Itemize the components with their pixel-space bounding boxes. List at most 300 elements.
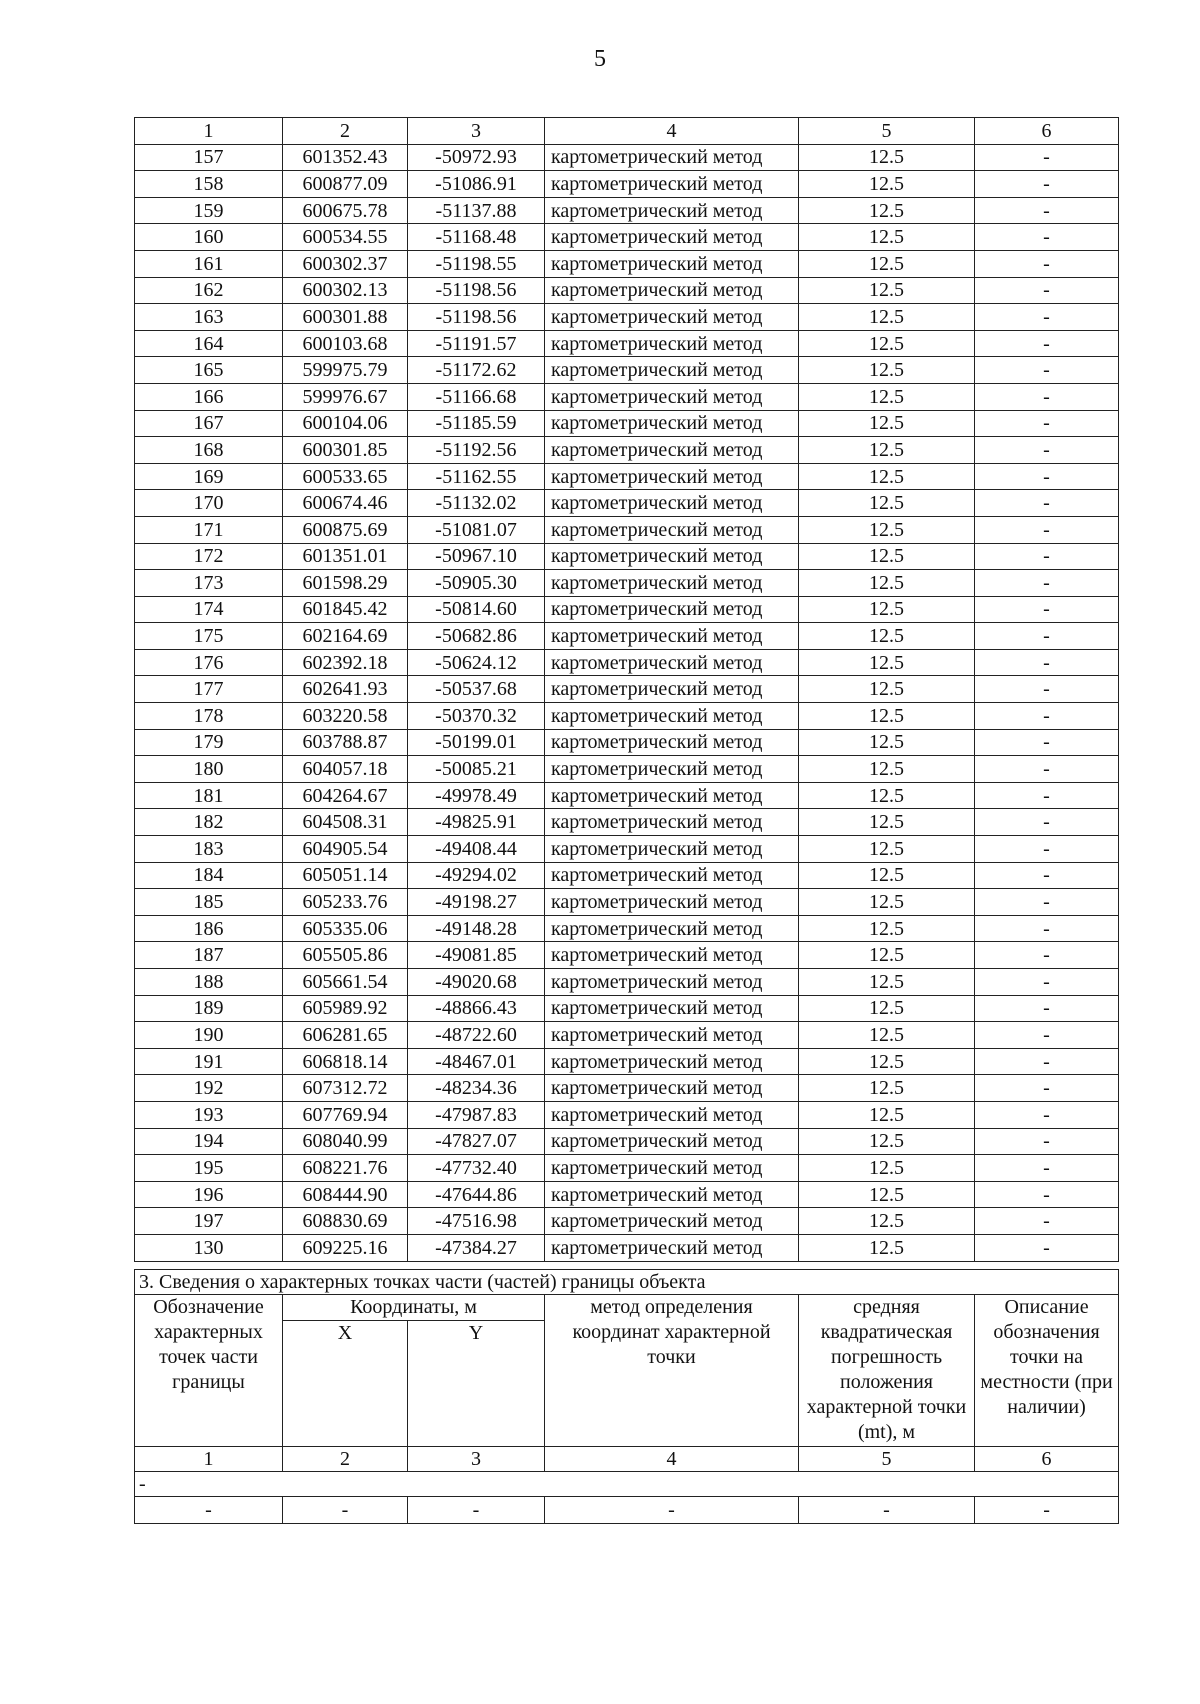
error-cell: 12.5 <box>799 1234 975 1261</box>
description-cell: - <box>975 915 1119 942</box>
method-cell: картометрический метод <box>545 596 799 623</box>
point-number-cell: 169 <box>135 463 283 490</box>
y-coordinate-cell: -49978.49 <box>408 782 545 809</box>
point-number-cell: 175 <box>135 623 283 650</box>
y-coordinate-cell: -50967.10 <box>408 543 545 570</box>
table-row <box>135 383 1119 410</box>
x-coordinate-cell: 601845.42 <box>283 596 408 623</box>
y-coordinate-cell: -51166.68 <box>408 383 545 410</box>
x-coordinate-cell: 607312.72 <box>283 1075 408 1102</box>
table-row <box>135 1155 1119 1182</box>
method-cell: картометрический метод <box>545 756 799 783</box>
table-row <box>135 197 1119 224</box>
error-cell: 12.5 <box>799 144 975 171</box>
description-cell: - <box>975 596 1119 623</box>
error-cell: 12.5 <box>799 889 975 916</box>
x-coordinate-cell: 601351.01 <box>283 543 408 570</box>
method-cell: картометрический метод <box>545 836 799 863</box>
description-cell: - <box>975 836 1119 863</box>
header-designation: Обозначение характерных точек части границы <box>135 1295 283 1447</box>
error-cell: 12.5 <box>799 1155 975 1182</box>
column-number: 6 <box>975 1447 1119 1472</box>
error-cell: 12.5 <box>799 756 975 783</box>
method-cell: картометрический метод <box>545 995 799 1022</box>
description-cell: - <box>975 410 1119 437</box>
column-number: 3 <box>408 118 545 145</box>
x-coordinate-cell: 602164.69 <box>283 623 408 650</box>
y-coordinate-cell: -49020.68 <box>408 969 545 996</box>
table-row <box>135 171 1119 198</box>
column-number: 5 <box>799 1447 975 1472</box>
error-cell: 12.5 <box>799 516 975 543</box>
method-cell: картометрический метод <box>545 357 799 384</box>
y-coordinate-cell: -49148.28 <box>408 915 545 942</box>
error-cell: 12.5 <box>799 357 975 384</box>
table-row <box>135 224 1119 251</box>
x-coordinate-cell: 608444.90 <box>283 1181 408 1208</box>
error-cell: 12.5 <box>799 1181 975 1208</box>
header-x: X <box>283 1321 408 1447</box>
method-cell: картометрический метод <box>545 410 799 437</box>
x-coordinate-cell: 600301.85 <box>283 437 408 464</box>
method-cell: картометрический метод <box>545 516 799 543</box>
point-number-cell: 189 <box>135 995 283 1022</box>
x-coordinate-cell: 601352.43 <box>283 144 408 171</box>
point-number-cell: 161 <box>135 250 283 277</box>
error-cell: 12.5 <box>799 1208 975 1235</box>
error-cell: 12.5 <box>799 224 975 251</box>
header-description: Описание обозначения точки на местности (при наличии) <box>975 1295 1119 1447</box>
x-coordinate-cell: 602392.18 <box>283 649 408 676</box>
table-row <box>135 516 1119 543</box>
x-coordinate-cell: 607769.94 <box>283 1101 408 1128</box>
method-cell: картометрический метод <box>545 250 799 277</box>
error-cell: 12.5 <box>799 729 975 756</box>
description-cell: - <box>975 1181 1119 1208</box>
description-cell: - <box>975 437 1119 464</box>
description-cell: - <box>975 1075 1119 1102</box>
part-number-row: - <box>135 1472 1119 1497</box>
method-cell: картометрический метод <box>545 383 799 410</box>
x-coordinate-cell: 606818.14 <box>283 1048 408 1075</box>
description-cell: - <box>975 756 1119 783</box>
error-cell: 12.5 <box>799 1101 975 1128</box>
column-number: 5 <box>799 118 975 145</box>
x-coordinate-cell: 600533.65 <box>283 463 408 490</box>
x-coordinate-cell: 605051.14 <box>283 862 408 889</box>
y-coordinate-cell: -47384.27 <box>408 1234 545 1261</box>
table-row <box>135 410 1119 437</box>
error-cell: 12.5 <box>799 277 975 304</box>
y-coordinate-cell: -50199.01 <box>408 729 545 756</box>
error-cell: 12.5 <box>799 171 975 198</box>
method-cell: картометрический метод <box>545 915 799 942</box>
point-number-cell: 157 <box>135 144 283 171</box>
y-coordinate-cell: -51162.55 <box>408 463 545 490</box>
empty-cell: - <box>799 1497 975 1524</box>
error-cell: 12.5 <box>799 623 975 650</box>
table-row <box>135 649 1119 676</box>
method-cell: картометрический метод <box>545 1048 799 1075</box>
point-number-cell: 176 <box>135 649 283 676</box>
method-cell: картометрический метод <box>545 942 799 969</box>
error-cell: 12.5 <box>799 543 975 570</box>
point-number-cell: 186 <box>135 915 283 942</box>
x-coordinate-cell: 609225.16 <box>283 1234 408 1261</box>
y-coordinate-cell: -51081.07 <box>408 516 545 543</box>
y-coordinate-cell: -51198.55 <box>408 250 545 277</box>
x-coordinate-cell: 599975.79 <box>283 357 408 384</box>
description-cell: - <box>975 144 1119 171</box>
table-row <box>135 729 1119 756</box>
y-coordinate-cell: -51198.56 <box>408 277 545 304</box>
y-coordinate-cell: -49294.02 <box>408 862 545 889</box>
method-cell: картометрический метод <box>545 1181 799 1208</box>
error-cell: 12.5 <box>799 304 975 331</box>
description-cell: - <box>975 729 1119 756</box>
method-cell: картометрический метод <box>545 623 799 650</box>
empty-cell: - <box>545 1497 799 1524</box>
table-header-row <box>135 118 1119 145</box>
method-cell: картометрический метод <box>545 969 799 996</box>
point-number-cell: 180 <box>135 756 283 783</box>
table-row <box>135 623 1119 650</box>
point-number-cell: 170 <box>135 490 283 517</box>
description-cell: - <box>975 490 1119 517</box>
error-cell: 12.5 <box>799 649 975 676</box>
method-cell: картометрический метод <box>545 1128 799 1155</box>
y-coordinate-cell: -51172.62 <box>408 357 545 384</box>
x-coordinate-cell: 600301.88 <box>283 304 408 331</box>
method-cell: картометрический метод <box>545 463 799 490</box>
y-coordinate-cell: -51137.88 <box>408 197 545 224</box>
page-number: 5 <box>594 46 606 72</box>
method-cell: картометрический метод <box>545 862 799 889</box>
x-coordinate-cell: 605233.76 <box>283 889 408 916</box>
y-coordinate-cell: -49825.91 <box>408 809 545 836</box>
point-number-cell: 158 <box>135 171 283 198</box>
point-number-cell: 174 <box>135 596 283 623</box>
empty-cell: - <box>975 1497 1119 1524</box>
y-coordinate-cell: -50972.93 <box>408 144 545 171</box>
x-coordinate-cell: 604057.18 <box>283 756 408 783</box>
point-number-cell: 195 <box>135 1155 283 1182</box>
description-cell: - <box>975 649 1119 676</box>
x-coordinate-cell: 599976.67 <box>283 383 408 410</box>
method-cell: картометрический метод <box>545 543 799 570</box>
y-coordinate-cell: -48866.43 <box>408 995 545 1022</box>
x-coordinate-cell: 602641.93 <box>283 676 408 703</box>
description-cell: - <box>975 703 1119 730</box>
y-coordinate-cell: -49198.27 <box>408 889 545 916</box>
table-row <box>135 250 1119 277</box>
table-row <box>135 1234 1119 1261</box>
column-number: 4 <box>545 118 799 145</box>
point-number-cell: 166 <box>135 383 283 410</box>
method-cell: картометрический метод <box>545 782 799 809</box>
table-row <box>135 1022 1119 1049</box>
method-cell: картометрический метод <box>545 277 799 304</box>
error-cell: 12.5 <box>799 995 975 1022</box>
point-number-cell: 182 <box>135 809 283 836</box>
table-row <box>135 995 1119 1022</box>
y-coordinate-cell: -49408.44 <box>408 836 545 863</box>
error-cell: 12.5 <box>799 969 975 996</box>
error-cell: 12.5 <box>799 1075 975 1102</box>
empty-cell: - <box>135 1497 283 1524</box>
method-cell: картометрический метод <box>545 224 799 251</box>
description-cell: - <box>975 889 1119 916</box>
x-coordinate-cell: 600104.06 <box>283 410 408 437</box>
x-coordinate-cell: 600674.46 <box>283 490 408 517</box>
section-title: 3. Сведения о характерных точках части (частей) границы объекта <box>135 1270 1119 1295</box>
table-row <box>135 862 1119 889</box>
table-row <box>135 277 1119 304</box>
table-row <box>135 437 1119 464</box>
x-coordinate-cell: 600875.69 <box>283 516 408 543</box>
column-number: 3 <box>408 1447 545 1472</box>
point-number-cell: 172 <box>135 543 283 570</box>
x-coordinate-cell: 608221.76 <box>283 1155 408 1182</box>
table-row <box>135 144 1119 171</box>
description-cell: - <box>975 463 1119 490</box>
error-cell: 12.5 <box>799 330 975 357</box>
method-cell: картометрический метод <box>545 1208 799 1235</box>
description-cell: - <box>975 570 1119 597</box>
y-coordinate-cell: -47827.07 <box>408 1128 545 1155</box>
y-coordinate-cell: -50370.32 <box>408 703 545 730</box>
x-coordinate-cell: 606281.65 <box>283 1022 408 1049</box>
point-number-cell: 181 <box>135 782 283 809</box>
x-coordinate-cell: 605989.92 <box>283 995 408 1022</box>
error-cell: 12.5 <box>799 782 975 809</box>
y-coordinate-cell: -50537.68 <box>408 676 545 703</box>
description-cell: - <box>975 809 1119 836</box>
y-coordinate-cell: -50624.12 <box>408 649 545 676</box>
x-coordinate-cell: 600103.68 <box>283 330 408 357</box>
description-cell: - <box>975 1022 1119 1049</box>
x-coordinate-cell: 605661.54 <box>283 969 408 996</box>
header-method: метод определения координат характерной точки <box>545 1295 799 1447</box>
method-cell: картометрический метод <box>545 197 799 224</box>
method-cell: картометрический метод <box>545 330 799 357</box>
column-number: 2 <box>283 1447 408 1472</box>
method-cell: картометрический метод <box>545 729 799 756</box>
error-cell: 12.5 <box>799 570 975 597</box>
y-coordinate-cell: -50814.60 <box>408 596 545 623</box>
error-cell: 12.5 <box>799 410 975 437</box>
header-error: средняя квадратическая погрешность положения характерной точки (mt), м <box>799 1295 975 1447</box>
table-row <box>135 1181 1119 1208</box>
x-coordinate-cell: 604508.31 <box>283 809 408 836</box>
table-row <box>135 1128 1119 1155</box>
section-data-row <box>135 1497 1119 1524</box>
method-cell: картометрический метод <box>545 1155 799 1182</box>
point-number-cell: 177 <box>135 676 283 703</box>
point-number-cell: 160 <box>135 224 283 251</box>
table-row <box>135 756 1119 783</box>
point-number-cell: 162 <box>135 277 283 304</box>
point-number-cell: 164 <box>135 330 283 357</box>
y-coordinate-cell: -47732.40 <box>408 1155 545 1182</box>
point-number-cell: 190 <box>135 1022 283 1049</box>
point-number-cell: 178 <box>135 703 283 730</box>
method-cell: картометрический метод <box>545 437 799 464</box>
point-number-cell: 196 <box>135 1181 283 1208</box>
method-cell: картометрический метод <box>545 703 799 730</box>
point-number-cell: 179 <box>135 729 283 756</box>
column-number: 4 <box>545 1447 799 1472</box>
table-row <box>135 357 1119 384</box>
description-cell: - <box>975 1101 1119 1128</box>
table-row <box>135 490 1119 517</box>
x-coordinate-cell: 604905.54 <box>283 836 408 863</box>
description-cell: - <box>975 1128 1119 1155</box>
y-coordinate-cell: -48467.01 <box>408 1048 545 1075</box>
description-cell: - <box>975 862 1119 889</box>
y-coordinate-cell: -51191.57 <box>408 330 545 357</box>
column-number: 1 <box>135 118 283 145</box>
table-row <box>135 1101 1119 1128</box>
point-number-cell: 187 <box>135 942 283 969</box>
description-cell: - <box>975 277 1119 304</box>
x-coordinate-cell: 605505.86 <box>283 942 408 969</box>
description-cell: - <box>975 1234 1119 1261</box>
header-y: Y <box>408 1321 545 1447</box>
y-coordinate-cell: -51086.91 <box>408 171 545 198</box>
x-coordinate-cell: 603788.87 <box>283 729 408 756</box>
table-row <box>135 1208 1119 1235</box>
method-cell: картометрический метод <box>545 889 799 916</box>
column-number: 2 <box>283 118 408 145</box>
coordinates-table <box>134 117 1119 1262</box>
point-number-cell: 194 <box>135 1128 283 1155</box>
error-cell: 12.5 <box>799 862 975 889</box>
empty-cell: - <box>408 1497 545 1524</box>
method-cell: картометрический метод <box>545 1101 799 1128</box>
method-cell: картометрический метод <box>545 1234 799 1261</box>
description-cell: - <box>975 224 1119 251</box>
section-number-row <box>135 1447 1119 1472</box>
header-coordinates: Координаты, м <box>283 1295 545 1321</box>
x-coordinate-cell: 600877.09 <box>283 171 408 198</box>
y-coordinate-cell: -50682.86 <box>408 623 545 650</box>
y-coordinate-cell: -48234.36 <box>408 1075 545 1102</box>
x-coordinate-cell: 600302.37 <box>283 250 408 277</box>
point-number-cell: 184 <box>135 862 283 889</box>
table-row <box>135 782 1119 809</box>
x-coordinate-cell: 600302.13 <box>283 277 408 304</box>
table-row <box>135 676 1119 703</box>
method-cell: картометрический метод <box>545 570 799 597</box>
table-row <box>135 330 1119 357</box>
method-cell: картометрический метод <box>545 649 799 676</box>
x-coordinate-cell: 603220.58 <box>283 703 408 730</box>
point-number-cell: 165 <box>135 357 283 384</box>
method-cell: картометрический метод <box>545 304 799 331</box>
error-cell: 12.5 <box>799 915 975 942</box>
table-row <box>135 1075 1119 1102</box>
description-cell: - <box>975 1048 1119 1075</box>
error-cell: 12.5 <box>799 676 975 703</box>
description-cell: - <box>975 1155 1119 1182</box>
point-number-cell: 191 <box>135 1048 283 1075</box>
description-cell: - <box>975 250 1119 277</box>
table-row <box>135 889 1119 916</box>
description-cell: - <box>975 942 1119 969</box>
error-cell: 12.5 <box>799 1022 975 1049</box>
empty-cell: - <box>283 1497 408 1524</box>
error-cell: 12.5 <box>799 437 975 464</box>
description-cell: - <box>975 995 1119 1022</box>
error-cell: 12.5 <box>799 809 975 836</box>
description-cell: - <box>975 304 1119 331</box>
table-row <box>135 463 1119 490</box>
point-number-cell: 173 <box>135 570 283 597</box>
error-cell: 12.5 <box>799 463 975 490</box>
description-cell: - <box>975 1208 1119 1235</box>
error-cell: 12.5 <box>799 836 975 863</box>
error-cell: 12.5 <box>799 490 975 517</box>
y-coordinate-cell: -51192.56 <box>408 437 545 464</box>
point-number-cell: 193 <box>135 1101 283 1128</box>
description-cell: - <box>975 197 1119 224</box>
description-cell: - <box>975 357 1119 384</box>
table-row <box>135 836 1119 863</box>
x-coordinate-cell: 600675.78 <box>283 197 408 224</box>
point-number-cell: 168 <box>135 437 283 464</box>
point-number-cell: 167 <box>135 410 283 437</box>
x-coordinate-cell: 600534.55 <box>283 224 408 251</box>
description-cell: - <box>975 383 1119 410</box>
point-number-cell: 197 <box>135 1208 283 1235</box>
description-cell: - <box>975 623 1119 650</box>
error-cell: 12.5 <box>799 197 975 224</box>
x-coordinate-cell: 608830.69 <box>283 1208 408 1235</box>
point-number-cell: 171 <box>135 516 283 543</box>
method-cell: картометрический метод <box>545 1022 799 1049</box>
y-coordinate-cell: -51198.56 <box>408 304 545 331</box>
x-coordinate-cell: 604264.67 <box>283 782 408 809</box>
method-cell: картометрический метод <box>545 171 799 198</box>
table-row <box>135 915 1119 942</box>
table-row <box>135 703 1119 730</box>
table-row <box>135 809 1119 836</box>
point-number-cell: 183 <box>135 836 283 863</box>
y-coordinate-cell: -47644.86 <box>408 1181 545 1208</box>
point-number-cell: 188 <box>135 969 283 996</box>
description-cell: - <box>975 969 1119 996</box>
method-cell: картометрический метод <box>545 676 799 703</box>
table-row <box>135 942 1119 969</box>
x-coordinate-cell: 608040.99 <box>283 1128 408 1155</box>
error-cell: 12.5 <box>799 1128 975 1155</box>
y-coordinate-cell: -47516.98 <box>408 1208 545 1235</box>
y-coordinate-cell: -51132.02 <box>408 490 545 517</box>
y-coordinate-cell: -50905.30 <box>408 570 545 597</box>
point-number-cell: 163 <box>135 304 283 331</box>
description-cell: - <box>975 171 1119 198</box>
x-coordinate-cell: 605335.06 <box>283 915 408 942</box>
error-cell: 12.5 <box>799 250 975 277</box>
y-coordinate-cell: -48722.60 <box>408 1022 545 1049</box>
table-row <box>135 1048 1119 1075</box>
y-coordinate-cell: -49081.85 <box>408 942 545 969</box>
error-cell: 12.5 <box>799 703 975 730</box>
description-cell: - <box>975 543 1119 570</box>
table-row <box>135 596 1119 623</box>
table-row <box>135 570 1119 597</box>
